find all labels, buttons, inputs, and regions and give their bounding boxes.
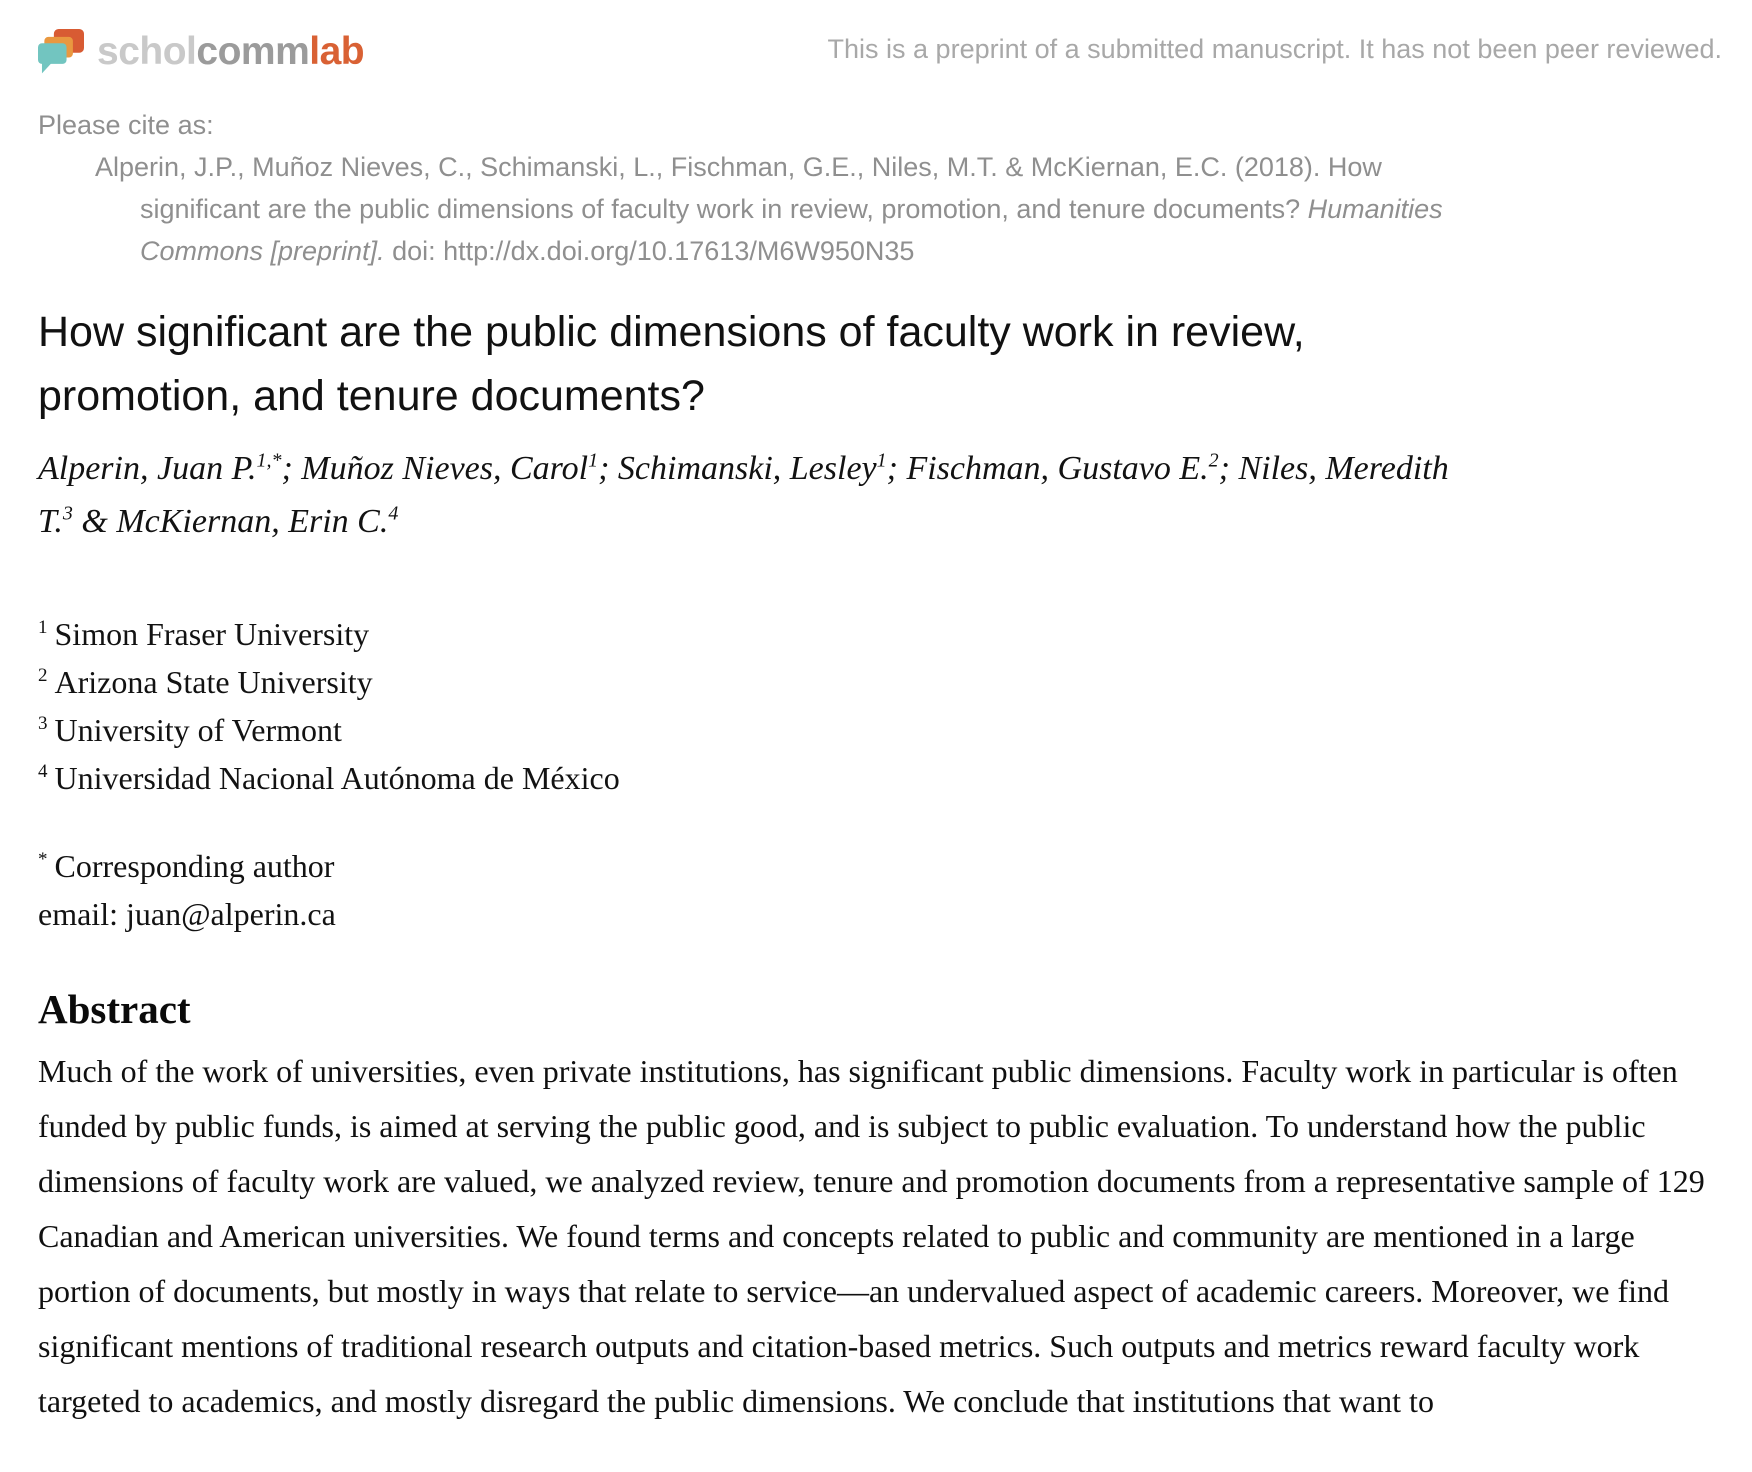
affiliation-name: Universidad Nacional Autónoma de México [54,760,620,796]
logo-wordmark [97,24,364,80]
author [38,450,301,487]
affiliation-item [38,706,1722,754]
affiliation-number: 3 [38,713,48,735]
author-affiliation-sup: 1 [588,449,599,472]
author-name: Niles, Meredith T. [38,450,1449,540]
paper-title: How significant are the public dimensions of faculty work in review, promotion, and tenure documents? [38,308,1305,420]
author-affiliation-sup: 1 [876,449,887,472]
author-name: Alperin, Juan P. [38,450,257,487]
abstract-text: Much of the work of universities, even private institutions, has significant public dimensions. Faculty work in particular is often funded by public funds, is aimed at serving the public good, and is subject to public evaluation. To understand how the public dimensions of faculty work are valued, we analyzed review, tenure and promotion documents from a representative sample of 129 Canadian and American universities. We found terms and concepts related to public and community are mentioned in a large portion of documents, but mostly in ways that relate to service—an undervalued aspect of academic careers. Moreover, we find significant mentions of traditional research outputs and citation-based metrics. Such outputs and metrics reward faculty work targeted to academics, and mostly disregard the public dimensions. We conclude that institutions that want to [38,1053,1705,1419]
author-affiliation-sup: 3 [62,502,73,525]
author [618,450,907,487]
author-name: McKiernan, Erin C. [116,503,389,540]
citation-line-2 [140,188,1722,230]
affiliation-number: 4 [38,761,48,783]
citation-line-2-text: significant are the public dimensions of faculty work in review, promotion, and tenure documents? [140,194,1308,224]
citation-doi: doi: http://dx.doi.org/10.17613/M6W950N35 [384,236,915,266]
author [906,450,1238,487]
citation-block [38,104,1722,272]
citation-line-3 [140,230,1722,272]
logo-comm: comm [196,30,310,73]
corresponding-author-line [38,842,1722,890]
logo-lab: lab [309,30,365,73]
affiliation-item [38,610,1722,658]
corresponding-marker: * [38,849,48,871]
affiliation-item [38,658,1722,706]
speech-bubbles-icon [38,24,84,80]
affiliation-item [38,754,1722,802]
corresponding-author-block [38,842,1722,938]
author-name: Schimanski, Lesley [617,450,877,487]
corresponding-label: Corresponding author [54,848,335,884]
citation-journal-name-part1: Humanities [1307,194,1443,224]
logo-schol: schol [97,30,197,73]
masthead [38,24,1722,80]
author-separator: ; [281,450,302,487]
corresponding-email: email: juan@alperin.ca [38,896,336,932]
affiliation-name: Arizona State University [54,664,373,700]
author-separator: ; [598,450,618,487]
authors-line [38,442,1478,548]
author-affiliation-sup: 1,* [256,449,282,472]
abstract-heading: Abstract [38,986,191,1032]
citation-label: Please cite as: [38,110,214,140]
affiliations-list [38,610,1722,802]
affiliation-name: Simon Fraser University [54,616,370,652]
citation-journal-name-part2: Commons [preprint]. [140,236,385,266]
affiliation-number: 1 [38,617,48,639]
author-separator: ; [886,450,907,487]
citation-line-1 [95,146,1722,188]
author-affiliation-sup: 4 [388,502,399,525]
citation-line-1-text: Alperin, J.P., Muñoz Nieves, C., Schimanski, L., Fischman, G.E., Niles, M.T. & McKiernan, E.C. (2018). How [95,152,1382,182]
author-separator: ; [1218,450,1239,487]
author [116,503,398,540]
citation-text [38,146,1722,272]
author-separator: & [72,503,117,540]
affiliation-number: 2 [38,665,48,687]
affiliation-name: University of Vermont [54,712,342,748]
author-name: Muñoz Nieves, Carol [301,450,589,487]
author-affiliation-sup: 2 [1208,449,1219,472]
preprint-disclaimer: This is a preprint of a submitted manuscript. It has not been peer reviewed. [827,34,1722,64]
author-name: Fischman, Gustavo E. [906,450,1209,487]
scholcommlab-logo [38,24,364,80]
author [301,450,618,487]
